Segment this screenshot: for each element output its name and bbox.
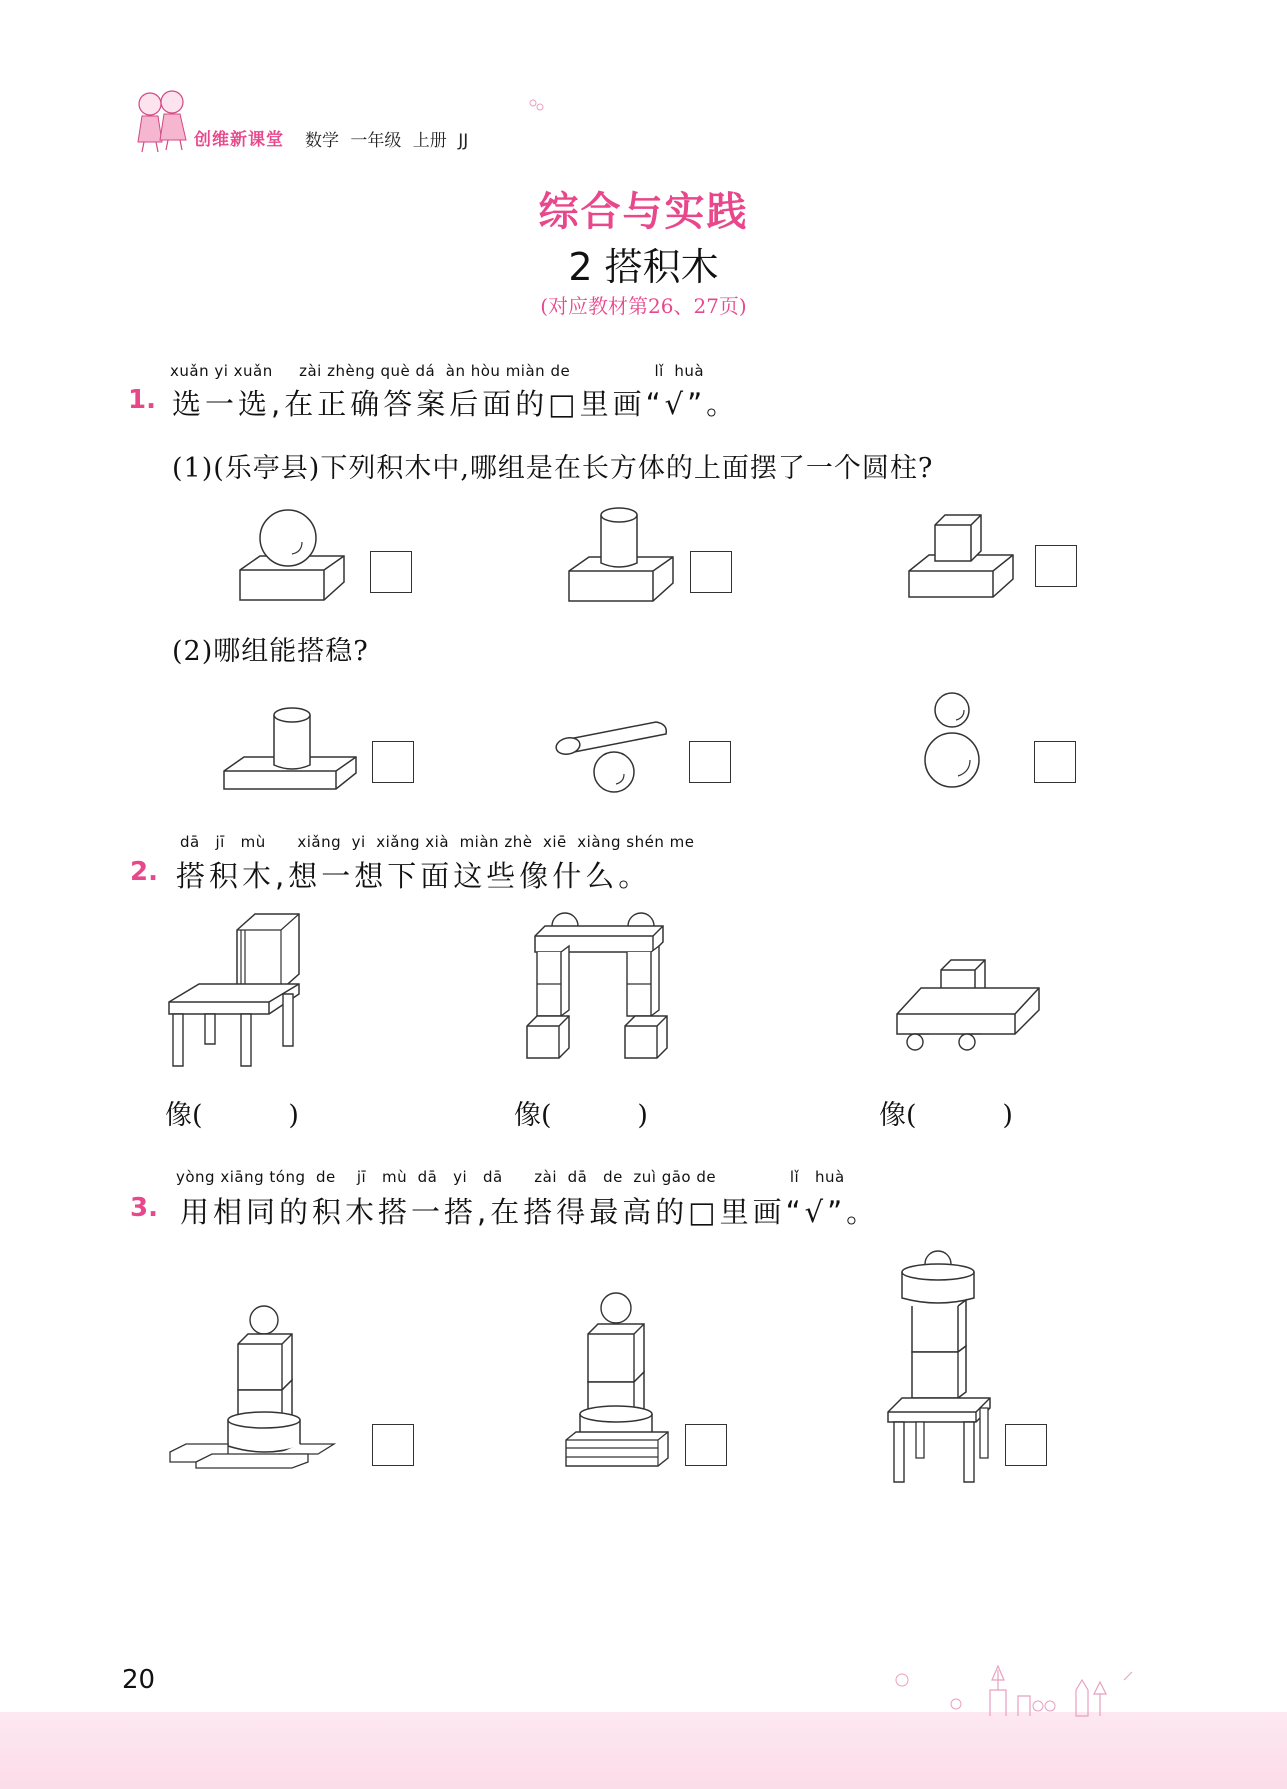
- q2-answer-a[interactable]: 像( ): [165, 1100, 299, 1131]
- q3-option-c-checkbox[interactable]: [1005, 1424, 1047, 1466]
- q2-text: 搭积木,想一想下面这些像什么。: [176, 859, 652, 893]
- q1-2-option-c-sphere-on-sphere: [922, 690, 982, 790]
- q1-2-option-b-checkbox[interactable]: [689, 741, 731, 783]
- flower-decoration-icon: [528, 98, 546, 114]
- q1-1-option-c-cube-on-cuboid: [907, 513, 1017, 599]
- q3-pinyin: yòng xiāng tóng de jī mù dā yi dā zài dā de zuì gāo de lǐ huà: [176, 1168, 845, 1186]
- q3-option-a-checkbox[interactable]: [372, 1424, 414, 1466]
- q1-1-option-a-checkbox[interactable]: [370, 551, 412, 593]
- q2-figure-chair: [165, 912, 305, 1070]
- q1-2-option-b-cylinder-on-sphere: [552, 720, 670, 794]
- header-book-info: 数学 一年级 上册 JJ: [305, 131, 469, 151]
- footer-band: [0, 1712, 1287, 1789]
- q1-part2-text: (2)哪组能搭稳?: [172, 636, 369, 667]
- section-title: 综合与实践: [538, 189, 749, 235]
- q1-1-option-b-cylinder-on-cuboid: [567, 505, 677, 603]
- q3-option-c-tower: [886, 1248, 992, 1484]
- q2-pinyin: dā jī mù xiǎng yi xiǎng xià miàn zhè xiē xiàng shén me: [180, 833, 695, 851]
- q2-number: 2.: [130, 857, 158, 887]
- page-number: 20: [122, 1665, 156, 1695]
- q1-text: 选一选,在正确答案后面的□里画“√”。: [172, 387, 740, 421]
- q1-2-option-c-checkbox[interactable]: [1034, 741, 1076, 783]
- lesson-title: 2 搭积木: [568, 245, 719, 289]
- q3-option-a-tower: [168, 1304, 336, 1470]
- castle-decoration-icon: [880, 1650, 1170, 1720]
- q1-number: 1.: [128, 385, 156, 415]
- q2-figure-gate: [525, 912, 667, 1060]
- q2-answer-c[interactable]: 像( ): [879, 1100, 1013, 1131]
- q1-1-option-a-sphere-on-cuboid: [238, 508, 348, 603]
- q1-1-option-c-checkbox[interactable]: [1035, 545, 1077, 587]
- header-brand: 创维新课堂: [194, 130, 284, 150]
- q1-2-option-a-checkbox[interactable]: [372, 741, 414, 783]
- textbook-reference: (对应教材第26、27页): [540, 294, 747, 318]
- q2-answer-b[interactable]: 像( ): [514, 1100, 648, 1131]
- q2-figure-car: [895, 958, 1041, 1054]
- q3-option-b-tower: [564, 1290, 670, 1468]
- q1-1-option-b-checkbox[interactable]: [690, 551, 732, 593]
- q3-option-b-checkbox[interactable]: [685, 1424, 727, 1466]
- q1-pinyin: xuǎn yi xuǎn zài zhèng què dá àn hòu miàn de lǐ huà: [170, 362, 705, 380]
- q3-number: 3.: [130, 1193, 158, 1223]
- header-kids-illustration: [128, 86, 198, 156]
- q1-part1-text: (1)(乐亭县)下列积木中,哪组是在长方体的上面摆了一个圆柱?: [172, 453, 934, 484]
- q3-text: 用相同的积木搭一搭,在搭得最高的□里画“√”。: [180, 1195, 880, 1229]
- q1-2-option-a-cylinder-on-board: [222, 705, 360, 790]
